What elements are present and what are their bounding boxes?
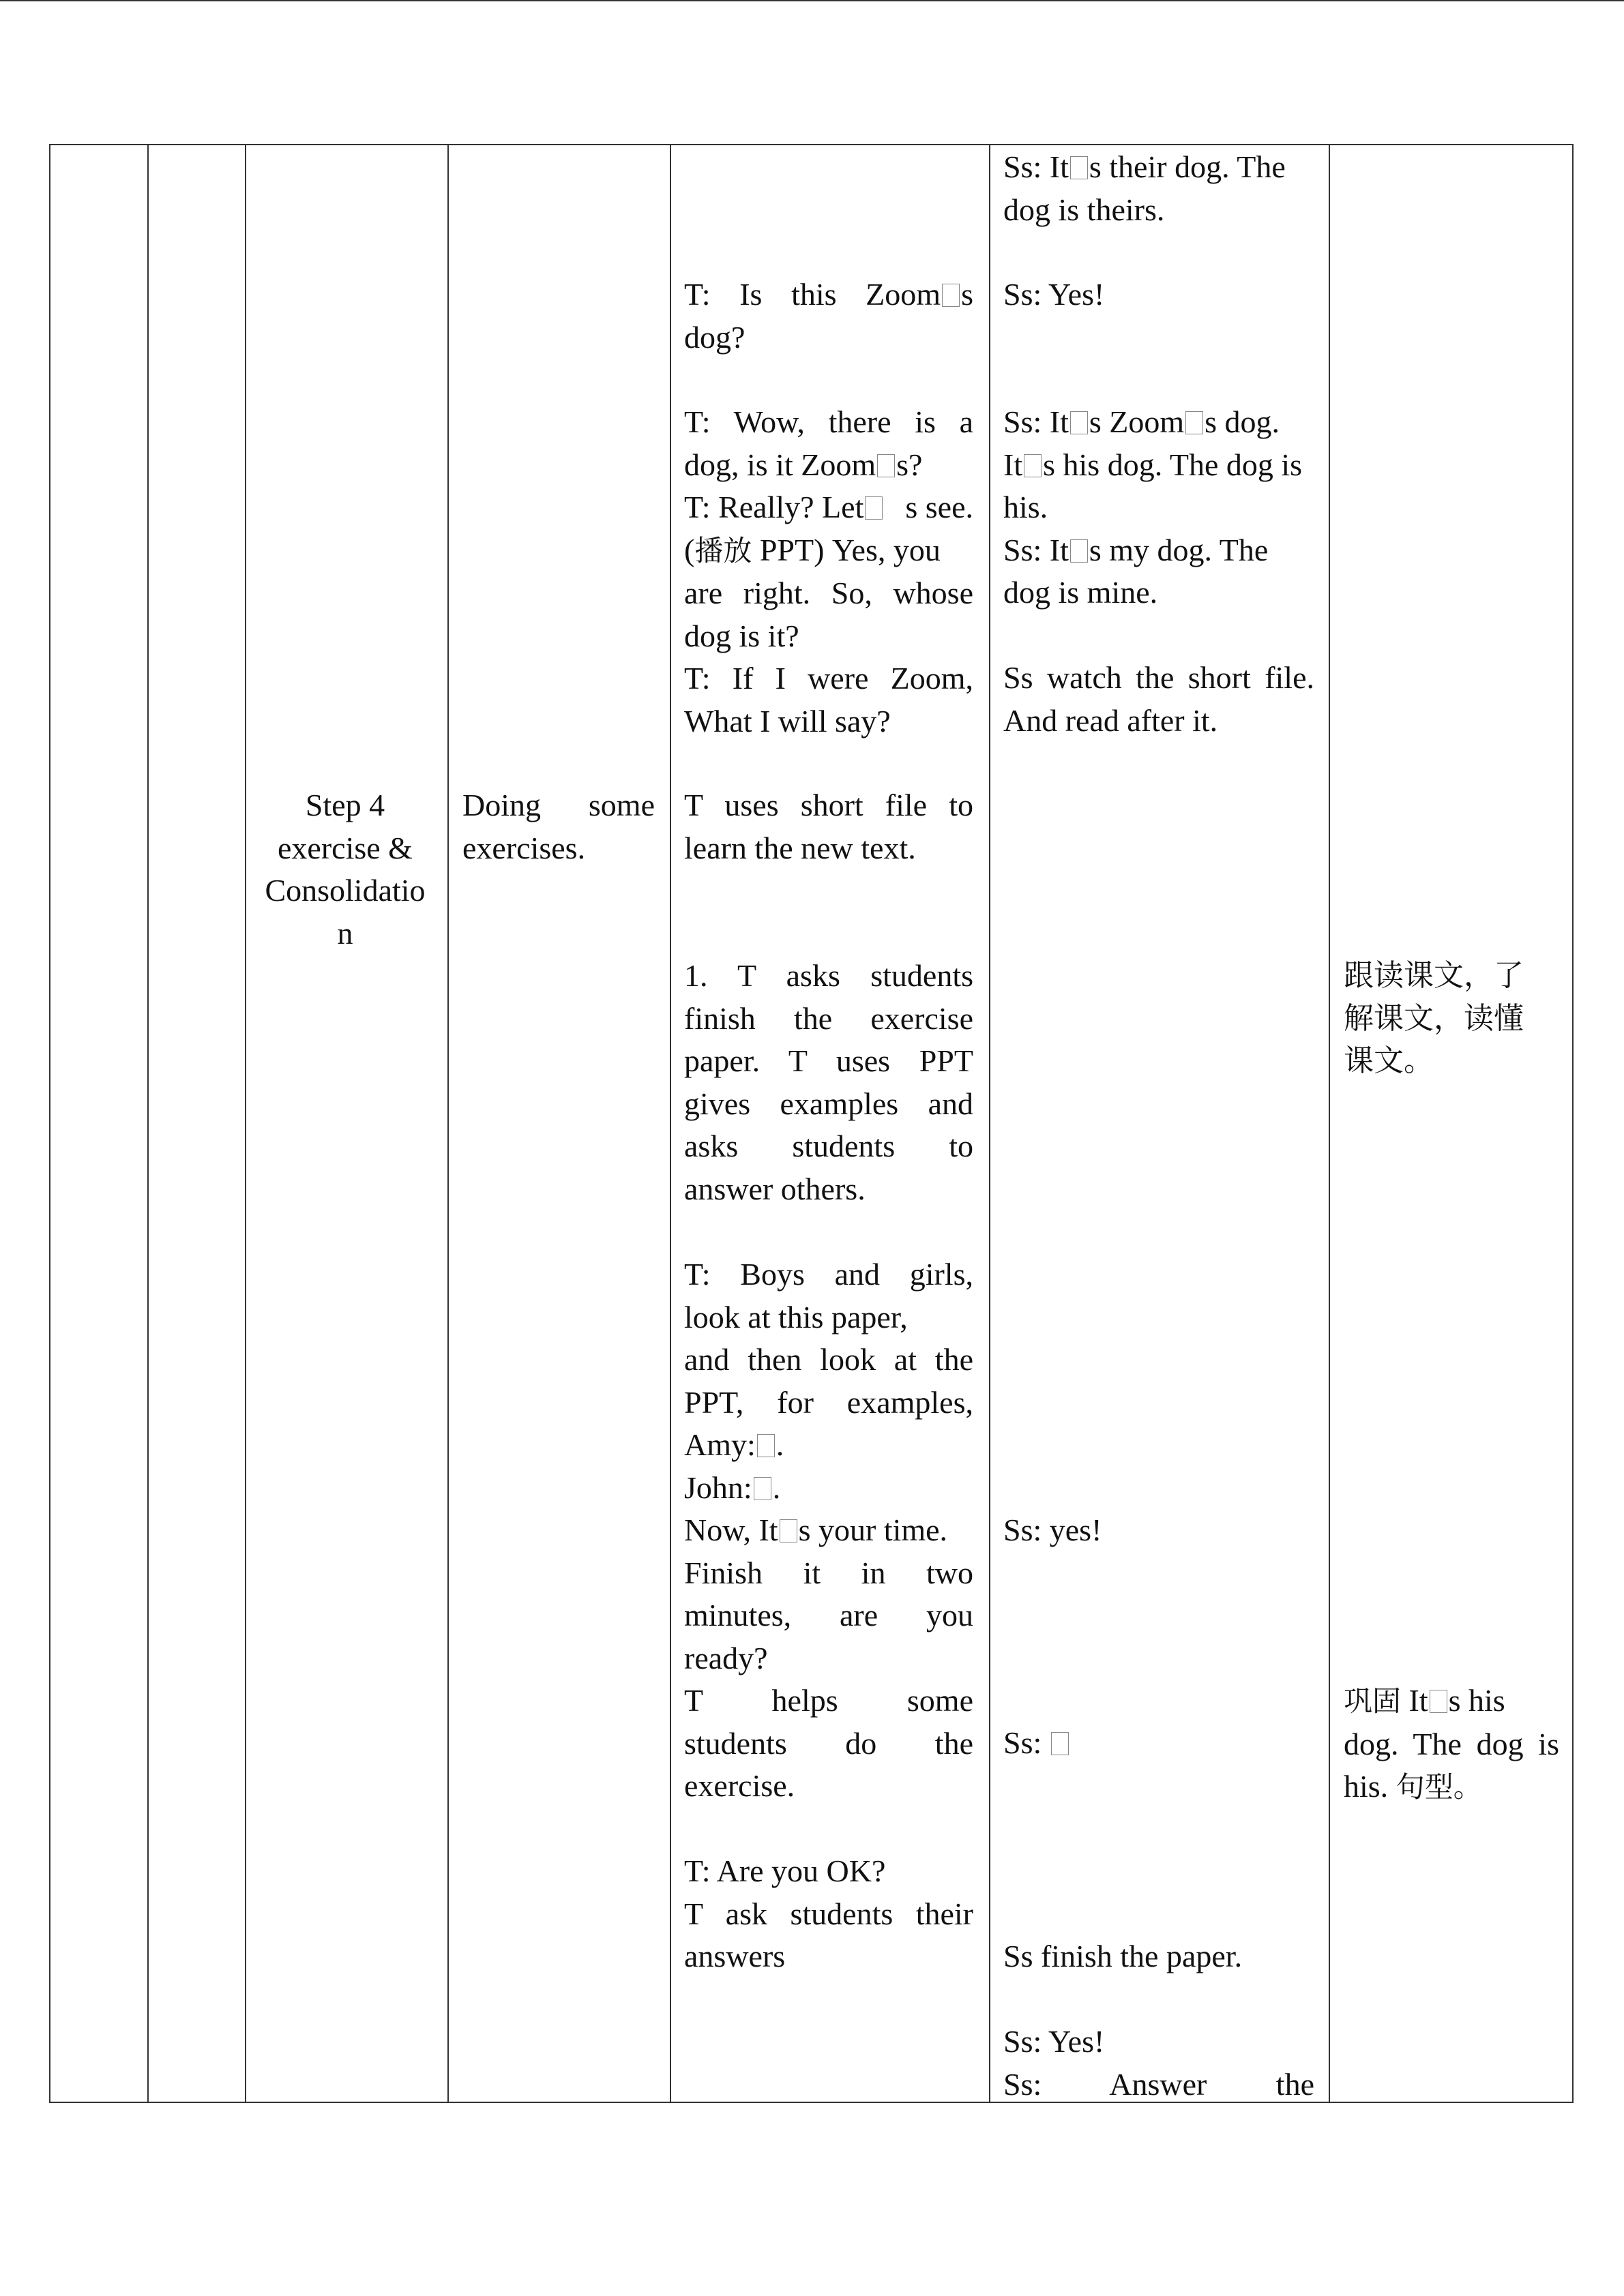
missing-glyph-box: [877, 454, 895, 477]
chinese-text: 巩固: [1344, 1684, 1402, 1718]
column-divider: [1329, 145, 1330, 2102]
activity-line: [462, 784, 655, 827]
teacher-block-are-you-ok: [684, 1850, 973, 1978]
missing-glyph-box: [757, 1434, 775, 1457]
students-line: Ss: Answer the: [1003, 2066, 1314, 2102]
teacher-line: T: Are you OK?: [684, 1853, 886, 1888]
teacher-line: (播放 PPT) Yes, you: [684, 532, 941, 567]
teacher-line: T: If I were Zoom,: [684, 661, 973, 696]
students-block-yes-lower: [1003, 1509, 1314, 1552]
step-line: Step 4: [305, 788, 385, 822]
teacher-line: learn the new text.: [684, 830, 916, 865]
purpose-line: 巩固 It s his: [1344, 1683, 1505, 1718]
purpose-block-sentence-pattern: [1344, 1680, 1559, 1809]
teacher-line: dog?: [684, 319, 745, 355]
teacher-line: [684, 273, 973, 316]
teacher-line: T helps some: [684, 1683, 973, 1718]
chinese-text: 句型。: [1396, 1770, 1482, 1804]
students-line: And read after it.: [1003, 702, 1218, 738]
teacher-block-wow-dog: [684, 401, 973, 743]
students-block-answer: [1003, 2021, 1314, 2106]
teacher-line: T ask students their: [684, 1896, 973, 1931]
missing-glyph-box: [942, 284, 960, 307]
missing-glyph-box: [754, 1477, 771, 1500]
teacher-line: minutes, are you: [684, 1598, 973, 1632]
students-block-yes: [1003, 273, 1314, 316]
teacher-line: T: Boys and girls,: [684, 1257, 973, 1292]
activity-word: some: [588, 788, 655, 822]
column-divider: [989, 145, 990, 2102]
students-line: dog is theirs.: [1003, 192, 1165, 227]
missing-glyph-box: [865, 496, 883, 520]
teacher-block-short-file: [684, 784, 973, 869]
teacher-line: ready?: [684, 1640, 768, 1675]
missing-glyph-box: [1024, 454, 1042, 477]
teacher-line: look at this paper,: [684, 1299, 908, 1335]
missing-glyph-box: [1070, 156, 1088, 179]
students-line: Ss finish the paper.: [1003, 1939, 1243, 1973]
students-line: Ss watch the short file.: [1003, 660, 1314, 695]
teacher-line: T uses short file to: [684, 788, 973, 822]
column-divider: [245, 145, 246, 2102]
activity-cell: [462, 784, 655, 869]
teacher-line: PPT, for examples,: [684, 1384, 973, 1420]
students-line: Ss:: [1003, 1722, 1314, 1765]
chinese-text: 播放: [694, 533, 752, 567]
missing-glyph-box: [1070, 411, 1088, 434]
students-line: his.: [1003, 490, 1048, 524]
teacher-line: 1. T asks students: [684, 958, 973, 993]
teacher-block-is-this-zooms-dog: [684, 273, 973, 359]
missing-glyph-box: [1430, 1690, 1447, 1713]
teacher-line: students do the: [684, 1725, 973, 1761]
teacher-line: Finish it in two: [684, 1555, 973, 1590]
purpose-line: his. 句型。: [1344, 1769, 1482, 1804]
teacher-line: Now, It s your time.: [684, 1512, 948, 1547]
students-line: Ss: Yes!: [1003, 2024, 1105, 2059]
purpose-line: 课文。: [1344, 1043, 1434, 1078]
teacher-line: gives examples and: [684, 1086, 973, 1121]
activity-word: Doing: [462, 788, 541, 822]
students-block-zooms-dog: [1003, 401, 1314, 614]
teacher-line: T: Really? Let s see.: [684, 490, 973, 524]
teacher-word: this: [791, 277, 837, 312]
page-top-rule: [0, 0, 1624, 1]
students-block-finish-paper: [1003, 1935, 1314, 1978]
students-line: Ss: It s my dog. The: [1003, 532, 1269, 567]
column-divider: [447, 145, 449, 2102]
purpose-line: 跟读课文，了: [1344, 958, 1524, 993]
teacher-line: are right. So, whose: [684, 576, 973, 610]
students-line: Ss: It s their dog. The: [1003, 149, 1286, 184]
students-line: Ss: Yes!: [1003, 277, 1105, 312]
step-line: Consolidatio: [265, 873, 426, 908]
step-cell: [243, 784, 447, 955]
purpose-line: 解课文，读懂: [1344, 1000, 1524, 1036]
students-block-their-dog: [1003, 146, 1314, 231]
missing-glyph-box: [1051, 1732, 1069, 1755]
teacher-line: paper. T uses PPT: [684, 1043, 973, 1078]
students-line: Ss: It s Zoom s dog.: [1003, 404, 1280, 439]
teacher-word: Is: [739, 277, 763, 312]
missing-glyph-box: [1185, 411, 1203, 434]
teacher-line: answers: [684, 1939, 786, 1973]
students-line: Ss: yes!: [1003, 1512, 1102, 1547]
teacher-line: dog, is it Zoom s?: [684, 447, 923, 482]
activity-line: exercises.: [462, 830, 586, 865]
teacher-line: Amy: .: [684, 1427, 784, 1462]
teacher-block-boys-and-girls: [684, 1253, 973, 1808]
purpose-line: dog. The dog is: [1344, 1726, 1559, 1761]
purpose-block-read-text: [1344, 955, 1541, 1083]
missing-glyph-box: [780, 1519, 797, 1542]
teacher-line: answer others.: [684, 1171, 866, 1206]
teacher-line: John: .: [684, 1470, 781, 1505]
teacher-line: and then look at the: [684, 1342, 973, 1377]
teacher-line: exercise.: [684, 1768, 795, 1803]
students-line: dog is mine.: [1003, 575, 1158, 610]
teacher-line: finish the exercise: [684, 1000, 973, 1036]
teacher-line: T: Wow, there is a: [684, 404, 973, 439]
teacher-word: Zoom s: [866, 277, 973, 312]
teacher-word: T:: [684, 277, 711, 312]
column-divider: [670, 145, 671, 2102]
missing-glyph-box: [1070, 539, 1088, 563]
students-line: It s his dog. The dog is: [1003, 447, 1303, 482]
step-line: exercise &: [278, 830, 413, 865]
teacher-line: dog is it?: [684, 618, 799, 653]
step-line: n: [337, 915, 353, 951]
students-block-watch-file: [1003, 657, 1314, 742]
students-block-ss-blank: [1003, 1722, 1314, 1765]
teacher-line: asks students to: [684, 1129, 973, 1163]
column-divider: [147, 145, 149, 2102]
teacher-line: What I will say?: [684, 703, 891, 739]
teacher-block-exercise-paper: [684, 955, 973, 1210]
